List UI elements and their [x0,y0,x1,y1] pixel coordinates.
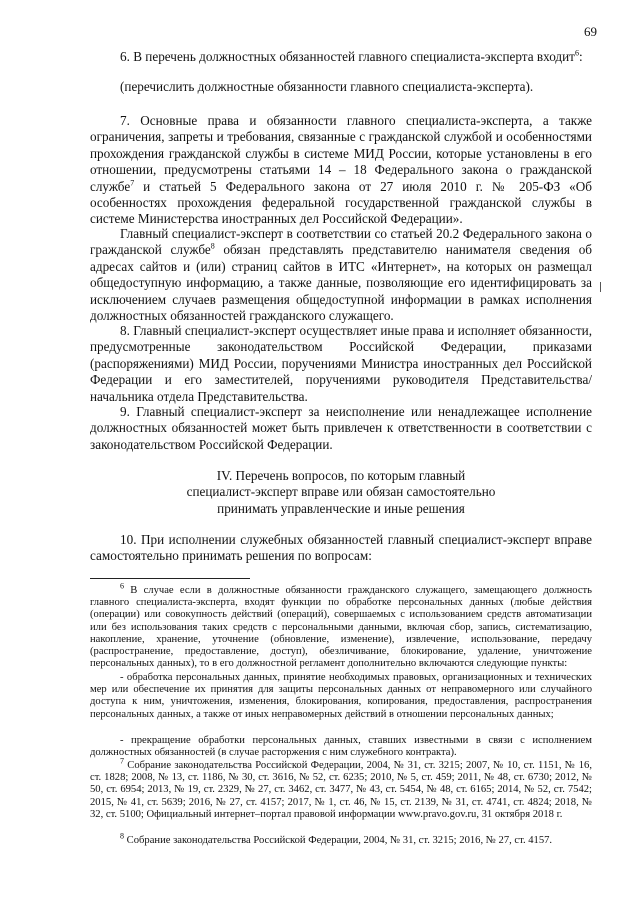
footnote-ref-6[interactable]: 6 [574,48,579,58]
page-number: 69 [584,24,597,39]
footnote-6-item-1: - обработка персональных данных, принятие необходимых правовых, организационных и технических мер или обеспечение их принятия для защиты персональных данных от неправомерного или случайного доступа к ним, уничтожения, изменения, блокирования, копирования, предоставления, распространения персональных данных, а также от иных неправомерных действий в отношении персональных данных; [90,672,592,720]
footnote-6-item-2: - прекращение обработки персональных данных, ставших известными в связи с исполнением должностных обязанностей (в случае расторжения с ним служебного контракта). [90,735,592,759]
footnote-separator [90,578,250,579]
margin-mark [600,282,601,292]
footnote-7: $^7$ Собрание законодательства Российской Федерации, 2004, № 31, ст. 3215; 2007, № 10, ст. 1151, № 16, ст. 1828; 2008, № 13, ст. 1186, № 30, ст. 3616, № 52, ст. 6235; 2010, № 5, ст. 459; 2011, № 48, ст. 6730; 2012, № 50, ст. 6954; 2013, № 19, ст. 2329, № 27, ст. 3462, ст. 3477, № 43, ст. 5454, № 48, ст. 6165; 2014, № 52, ст. 7542; 2015, № 41, ст. 5639; 2016, № 27, ст. 4157; 2017, № 1, ст. 46, № 15, ст. 2139, № 31, ст. 4741, ст. 4824; 2018, № 32, ст. 5100; Официальный интернет–портал правовой информации www.pravo.gov.ru, 31 октября 2018 г. [90,756,592,820]
footnote-ref-8[interactable]: 8 [210,242,215,252]
paragraph-6: 6. В перечень должностных обязанностей главного специалиста-эксперта входит$^6$: [120,48,583,64]
paragraph-10: 10. При исполнении служебных обязанностей главный специалист-эксперт вправе самостоятельно принимать решения по вопросам: [90,532,592,564]
section-heading-iv: IV. Перечень вопросов, по которым главный специалист-эксперт вправе или обязан самостоятельно принимать управленческие и иные решения [186,468,496,516]
paragraph-7-continued: Главный специалист-эксперт в соответствии со статьей 20.2 Федерального закона о гражданской службе$^8$ обязан представлять представителю нанимателя сведения об адресах сайтов и (или) страниц сайтов в ИТС «Интернет», на которых он размещал общедоступную информацию, а также данные, позволяющие его идентифицировать за исключением случаев размещения общедоступной информации в рамках исполнения должностных обязанностей гражданского служащего. [90,226,592,324]
footnote-8: $^8$ Собрание законодательства Российской Федерации, 2004, № 31, ст. 3215; 2016, № 27, ст. 4157. [120,831,553,846]
footnote-6: $^6$ В случае если в должностные обязанности гражданского служащего, замещающего должность главного специалиста-эксперта, входят функции по обработке персональных данных (любые действия (операции) или совокупность действий (операций), совершаемых с использованием средств автоматизации или без использования таких средств с персональными данными, включая сбор, запись, систематизацию, накопление, хранение, уточнение (обновление, изменение), извлечение, использование, передачу (распространение, предоставление, доступ), обезличивание, блокирование, удаление, уничтожение персональных данных), то в его должностной регламент дополнительно включаются следующие пункты: [90,581,592,670]
paragraph-9: 9. Главный специалист-эксперт за неисполнение или ненадлежащее исполнение должностных обязанностей может быть привлечен к ответственности в соответствии с законодательством Российской Федерации. [90,404,592,452]
footnote-ref-7[interactable]: 7 [130,178,135,188]
paragraph-6-hint: (перечислить должностные обязанности главного специалиста-эксперта). [120,79,534,94]
paragraph-7: 7. Основные права и обязанности главного специалиста-эксперта, а также ограничения, запреты и требования, связанные с гражданской службой и особенностями прохождения гражданской службы в системе МИД России, которые установлены в его отношении, предусмотрены статьями 14 – 18 Федерального закона о гражданской службе$^7$ и статьей 5 Федерального закона от 27 июля 2010 г. № 205-ФЗ «Об особенностях прохождения федеральной государственной гражданской службы в системе Министерства иностранных дел Российской Федерации». [90,113,592,227]
paragraph-8: 8. Главный специалист-эксперт осуществляет иные права и исполняет обязанности, предусмотренные законодательством Российской Федерации, приказами (распоряжениями) МИД России, поручениями Министра иностранных дел Российской Федерации и его заместителей, поручениями руководителя Представительства/начальника отдела Представительства. [90,323,592,404]
